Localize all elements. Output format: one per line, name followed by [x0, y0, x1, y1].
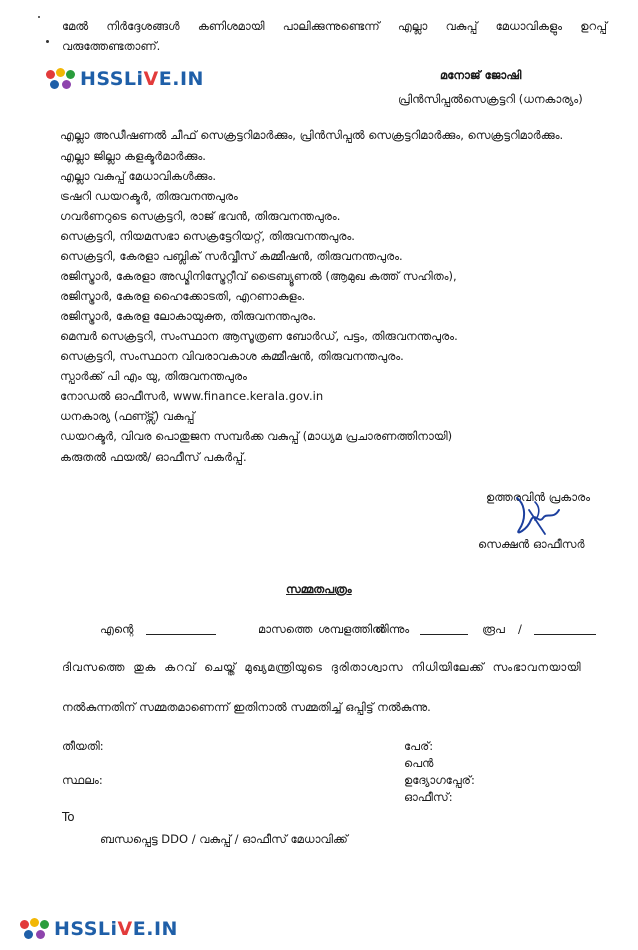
pen-label: പെൻ — [404, 756, 434, 770]
logo-children-icon — [46, 68, 76, 90]
list-item: സെക്രട്ടറി, കേരളാ പബ്ലിക് സർവ്വീസ് കമ്മീഷൻ, തിരുവനന്തപുരം. — [60, 249, 403, 263]
list-item: എല്ലാ ജില്ലാ കളക്ടർമാർക്കും. — [60, 149, 206, 163]
order-line-by-order: ഉത്തരവിൻ പ്രകാരം — [486, 490, 591, 504]
list-item: കരുതൽ ഫയൽ/ ഓഫീസ് പകർപ്പ്. — [60, 450, 247, 464]
list-item: മെമ്പർ സെക്രട്ടറി, സംസ്ഥാന ആസൂത്രണ ബോർഡ്, പട്ടം, തിരുവനന്തപുരം. — [60, 329, 458, 343]
consent-line1-c: ശമ്പളത്തിൽ — [318, 622, 385, 636]
date-label: തീയതി: — [62, 739, 104, 753]
list-item: ഡയറക്ടർ, വിവര പൊതുജന സമ്പർക്ക വകുപ്പ് (മാധ്യമ പ്രചാരണത്തിനായി) — [60, 429, 453, 443]
blank-field-name — [146, 620, 216, 639]
list-item: നോഡൽ ഓഫീസർ, www.finance.kerala.gov.in — [60, 389, 324, 403]
list-item: സ്പാർക്ക് പി എം യു, തിരുവനന്തപുരം — [60, 369, 247, 383]
designation-label: ഉദ്യോഗപ്പേര്: — [404, 773, 475, 787]
logo-text: HSSLiVE.IN — [80, 68, 204, 90]
consent-line3: നൽകുന്നതിന് സമ്മതമാണെന്ന് ഇതിനാൽ സമ്മതിച്ച് ഒപ്പിട്ട് നൽകുന്നു. — [62, 700, 431, 714]
blank-field-days — [534, 620, 596, 639]
list-item: രജിസ്ട്രാർ, കേരളാ അഡ്മിനിസ്ട്രേറ്റീവ് ട്രൈബ്യൂണൽ (ആമുഖ കത്ത് സഹിതം), — [60, 269, 457, 283]
stray-mark — [38, 16, 40, 18]
blank-field-amount — [420, 620, 468, 639]
list-item: സെക്രട്ടറി, സംസ്ഥാന വിവരാവകാശ കമ്മീഷൻ, തിരുവനന്തപുരം. — [60, 349, 404, 363]
list-item: സെക്രട്ടറി, നിയമസഭാ സെക്രട്ടേറിയറ്റ്, തിരുവനന്തപുരം. — [60, 229, 355, 243]
name-label: പേര്: — [404, 739, 434, 753]
logo-text: HSSLiVE.IN — [54, 918, 178, 940]
consent-line2: ദിവസത്തെ തുക കറവ് ചെയ്ത് മുഖ്യമന്ത്രിയുടെ ദുരിതാശ്വാസ നിധിയിലേക്ക് സംഭാവനയായി — [62, 660, 582, 674]
place-label: സ്ഥലം: — [62, 773, 103, 787]
consent-line1-f: / — [518, 622, 522, 636]
list-item: ട്രഷറി ഡയറക്ടർ, തിരുവനന്തപുരം — [60, 189, 238, 203]
consent-line1-a: എന്റെ — [100, 622, 134, 636]
list-item: രജിസ്ട്രാർ, കേരള ലോകായുക്ത, തിരുവനന്തപുരം. — [60, 309, 317, 323]
consent-line1-e: രൂപ — [482, 622, 505, 636]
signatory-title: പ്രിൻസിപ്പൽസെക്രട്ടറി (ധനകാര്യം) — [398, 92, 583, 106]
list-item: ധനകാര്യ (ഫണ്ട്സ്) വകുപ്പ് — [60, 409, 195, 423]
handwritten-signature — [505, 490, 565, 540]
hsslive-logo-bottom — [20, 918, 178, 940]
bullet-mark — [46, 40, 49, 43]
to-recipient-line: ബന്ധപ്പെട്ട DDO / വകുപ്പ് / ഓഫീസ് മേധാവിക്ക് — [100, 832, 348, 846]
consent-title: സമ്മതപത്രം — [286, 582, 352, 596]
signatory-name: മനോജ് ജോഷി — [440, 68, 522, 82]
list-item: എല്ലാ അഡീഷണൽ ചീഫ് സെക്രട്ടറിമാർക്കും, പ്രിൻസിപ്പൽ സെക്രട്ടറിമാർക്കും, സെക്രട്ടറിമാർക്കും. — [60, 128, 564, 142]
hsslive-logo-top — [46, 68, 204, 90]
list-item: രജിസ്ട്രാർ, കേരള ഹൈക്കോടതി, എറണാകുളം. — [60, 289, 306, 303]
list-item: ഗവർണറുടെ സെക്രട്ടറി, രാജ് ഭവൻ, തിരുവനന്തപുരം. — [60, 209, 341, 223]
consent-line1-b: മാസത്തെ — [258, 622, 313, 636]
to-label: To — [62, 810, 75, 824]
logo-children-icon — [20, 918, 50, 940]
consent-line1-d: നിന്നും — [376, 622, 410, 636]
office-label: ഓഫീസ്: — [404, 790, 453, 804]
intro-paragraph: മേൽ നിർദ്ദേശങ്ങൾ കണിശമായി പാലിക്കുന്നുണ്ടെന്ന് എല്ലാ വകുപ്പ് മേധാവികളും ഉറപ്പ് വരുത്തേണ്ടതാണ്. — [62, 19, 607, 53]
order-line-section-officer: സെക്ഷൻ ഓഫീസർ — [478, 537, 585, 551]
list-item: എല്ലാ വകുപ്പ് മേധാവികൾക്കും. — [60, 169, 217, 183]
